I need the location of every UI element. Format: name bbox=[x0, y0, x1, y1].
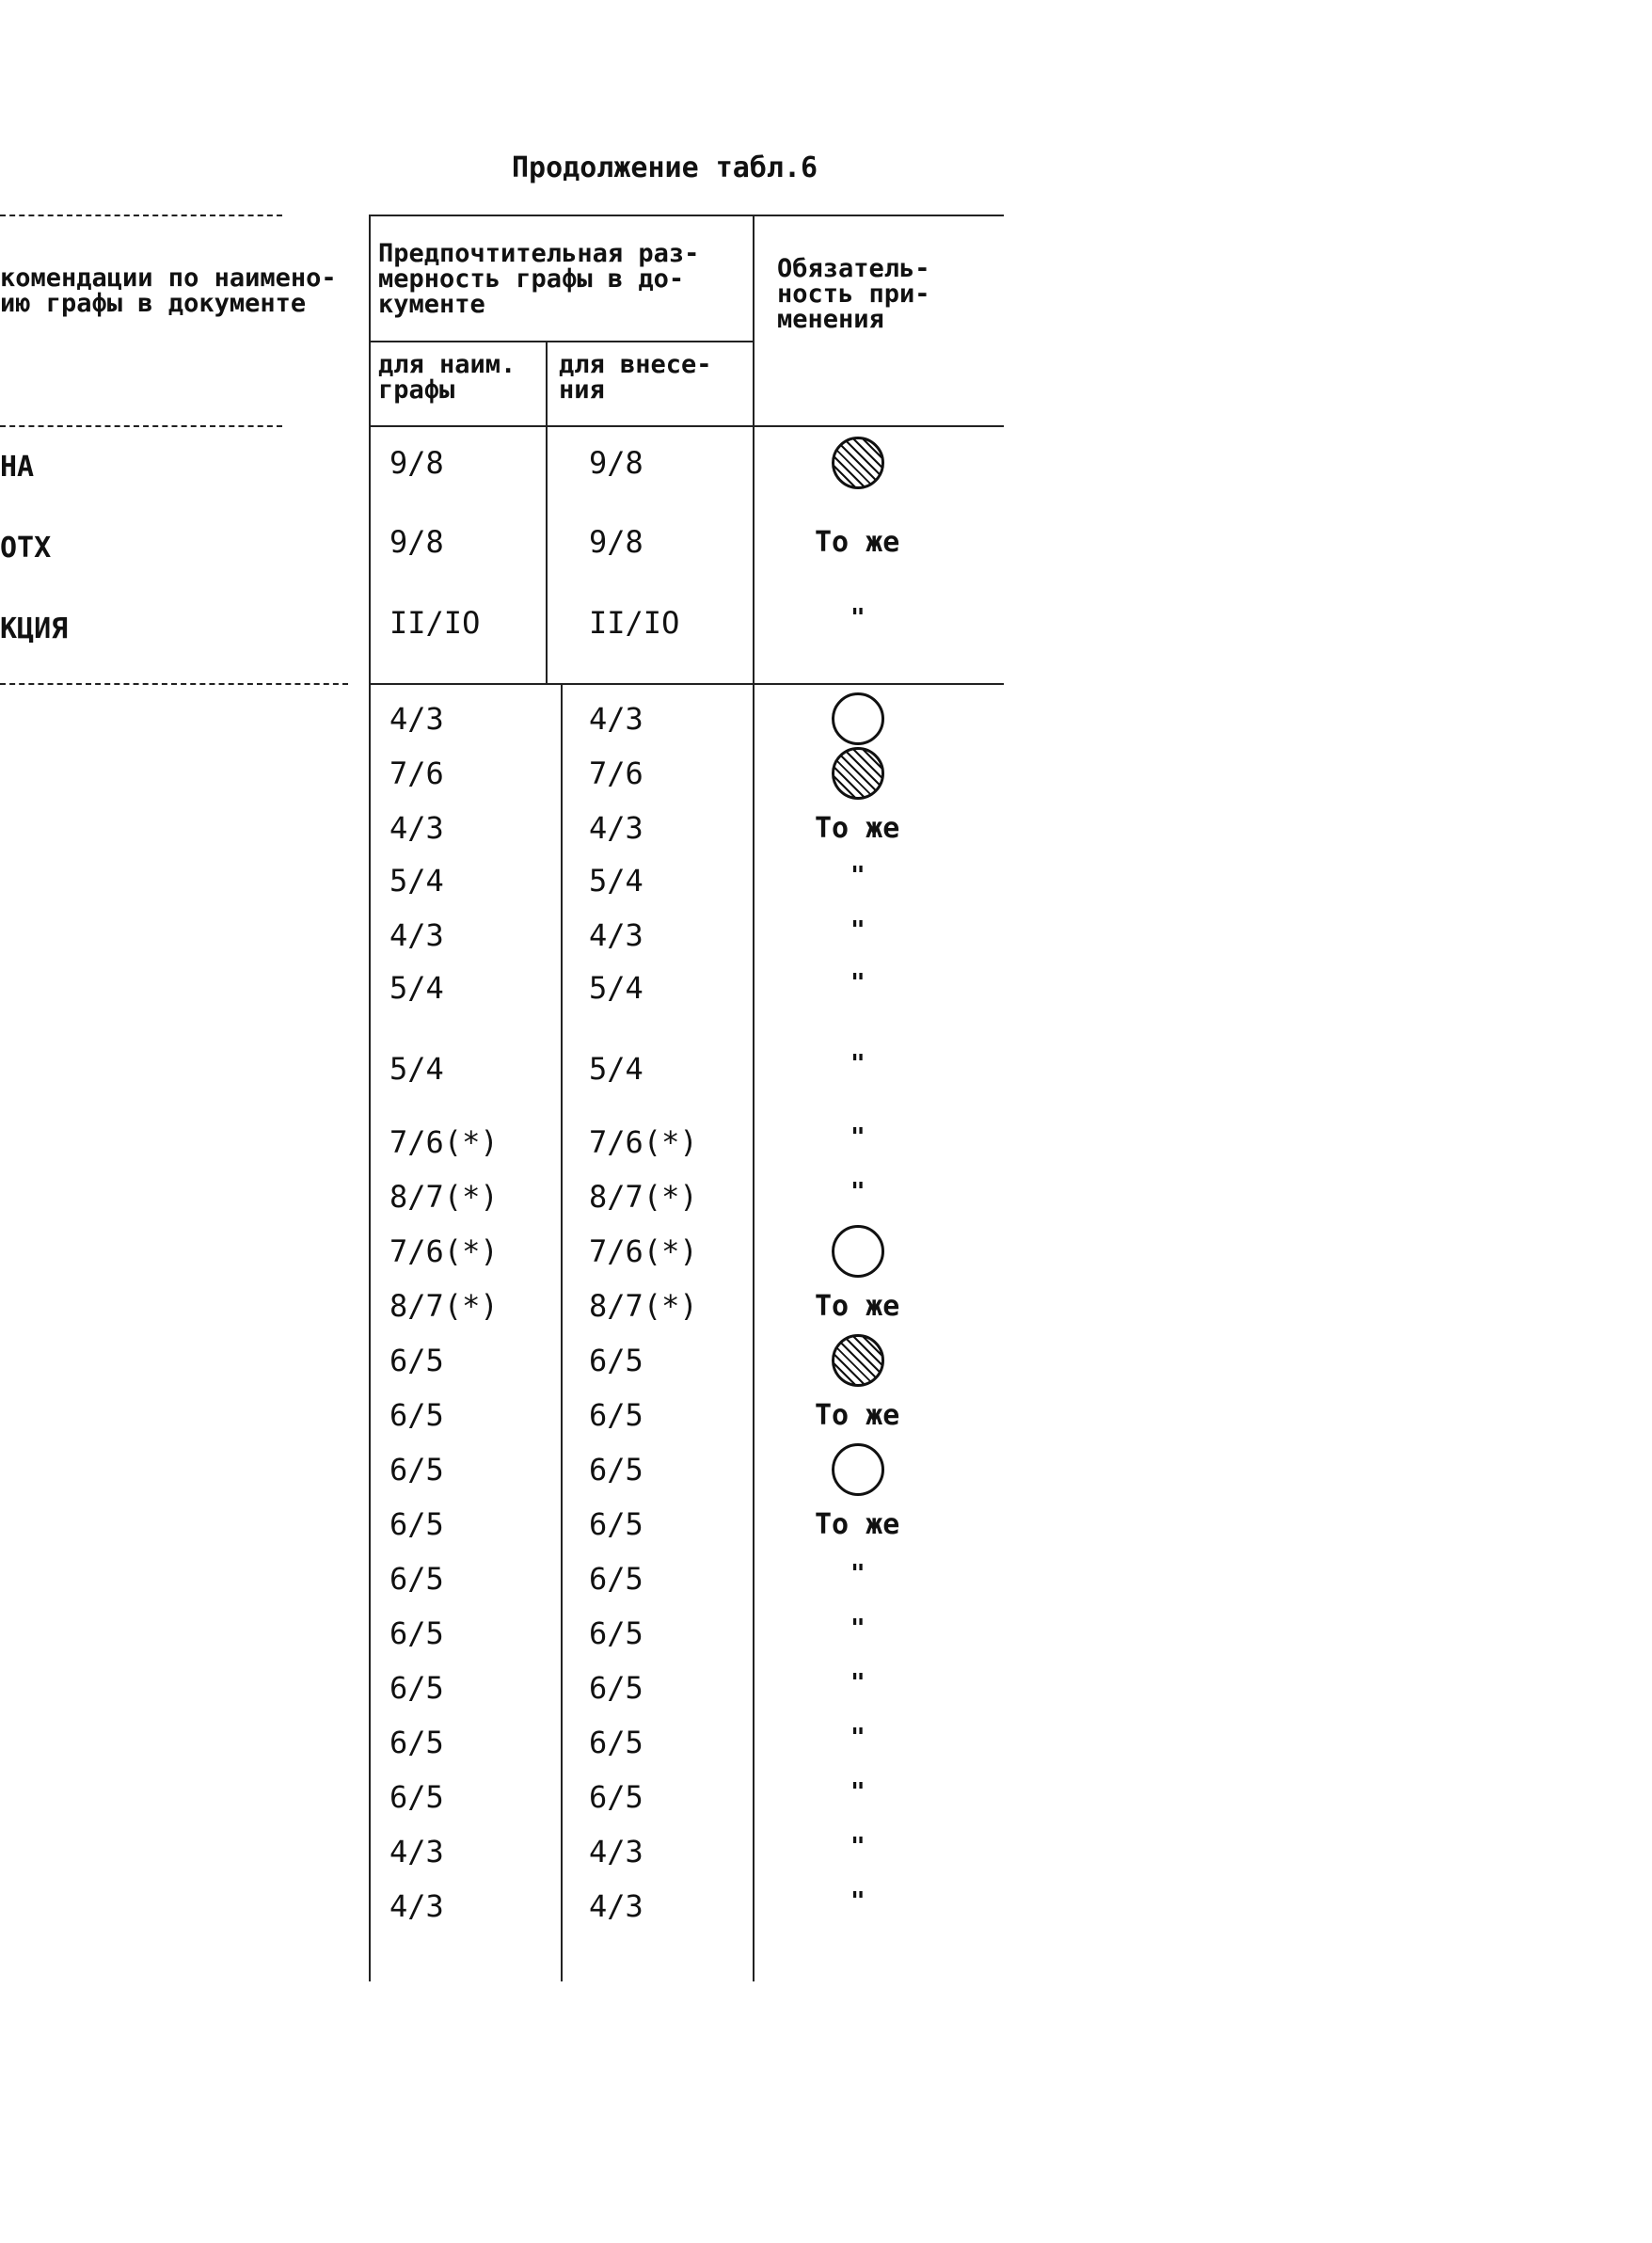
dimension-for-name-cell: 6/5 bbox=[389, 1779, 444, 1815]
ditto-mark: " bbox=[850, 1669, 866, 1697]
dimension-for-entry-cell: 6/5 bbox=[589, 1725, 643, 1760]
dimension-for-name-cell: 6/5 bbox=[389, 1615, 444, 1651]
dimension-for-entry-cell: 4/3 bbox=[589, 810, 643, 846]
ditto-mark: " bbox=[850, 862, 866, 890]
dimension-for-name-cell: 9/8 bbox=[389, 445, 444, 481]
ditto-mark: " bbox=[850, 1724, 866, 1752]
col2-split-rule-lower bbox=[561, 683, 563, 1981]
dimension-for-name-cell: 8/7(*) bbox=[389, 1288, 499, 1324]
header-bottom-dashed-line bbox=[0, 425, 282, 427]
dimension-for-name-cell: 6/5 bbox=[389, 1452, 444, 1487]
header-for-column-name: для наим. графы bbox=[378, 350, 516, 405]
dimension-for-entry-cell: 5/4 bbox=[589, 863, 643, 899]
header-recommendations: комендации по наимено- ию графы в документе bbox=[0, 263, 337, 318]
dimension-for-entry-cell: 6/5 bbox=[589, 1779, 643, 1815]
dimension-for-entry-cell: 6/5 bbox=[589, 1561, 643, 1597]
dimension-for-entry-cell: 4/3 bbox=[589, 917, 643, 953]
dimension-for-name-cell: 4/3 bbox=[389, 810, 444, 846]
same-as-above-text: То же bbox=[815, 812, 900, 845]
dimension-for-name-cell: II/IO bbox=[389, 605, 481, 641]
same-as-above-text: То же bbox=[815, 526, 900, 559]
dimension-for-name-cell: 6/5 bbox=[389, 1343, 444, 1378]
section-divider-dashed-line bbox=[0, 683, 348, 685]
dimension-for-entry-cell: 6/5 bbox=[589, 1397, 643, 1433]
dimension-for-name-cell: 4/3 bbox=[389, 701, 444, 737]
optional-empty-circle-icon bbox=[832, 692, 884, 745]
dimension-for-entry-cell: 6/5 bbox=[589, 1506, 643, 1542]
ditto-mark: " bbox=[850, 1123, 866, 1152]
header-top-dashed-line bbox=[0, 215, 282, 216]
dimension-for-entry-cell: 5/4 bbox=[589, 970, 643, 1006]
header-bottom-line bbox=[369, 425, 1004, 427]
dimension-for-name-cell: 5/4 bbox=[389, 863, 444, 899]
dimension-for-entry-cell: 7/6(*) bbox=[589, 1124, 698, 1160]
dimension-for-entry-cell: 4/3 bbox=[589, 1834, 643, 1869]
ditto-mark: " bbox=[850, 1560, 866, 1588]
optional-empty-circle-icon bbox=[832, 1443, 884, 1496]
dimension-for-name-cell: 9/8 bbox=[389, 524, 444, 560]
same-as-above-text: То же bbox=[815, 1399, 900, 1432]
row-label-na: НА bbox=[0, 451, 35, 484]
header-for-entry: для внесе- ния bbox=[559, 350, 712, 405]
dimension-for-name-cell: 6/5 bbox=[389, 1725, 444, 1760]
section-divider-line bbox=[369, 683, 1004, 685]
ditto-mark: " bbox=[850, 1778, 866, 1806]
header-mandatory-use: Обязатель- ность при- менения bbox=[777, 254, 930, 334]
dimension-for-entry-cell: II/IO bbox=[589, 605, 680, 641]
ditto-mark: " bbox=[850, 1833, 866, 1861]
dimension-for-name-cell: 6/5 bbox=[389, 1670, 444, 1706]
dimension-for-entry-cell: 9/8 bbox=[589, 445, 643, 481]
dimension-for-entry-cell: 6/5 bbox=[589, 1615, 643, 1651]
ditto-mark: " bbox=[850, 1178, 866, 1206]
ditto-mark: " bbox=[850, 1050, 866, 1078]
col2-split-rule-upper bbox=[546, 341, 548, 685]
ditto-mark: " bbox=[850, 969, 866, 997]
dimension-for-name-cell: 6/5 bbox=[389, 1561, 444, 1597]
dimension-for-name-cell: 7/6(*) bbox=[389, 1124, 499, 1160]
mandatory-hatched-circle-icon bbox=[832, 1334, 884, 1387]
mandatory-hatched-circle-icon bbox=[832, 437, 884, 489]
dimension-for-entry-cell: 8/7(*) bbox=[589, 1179, 698, 1215]
dimension-for-entry-cell: 4/3 bbox=[589, 701, 643, 737]
ditto-mark: " bbox=[850, 1615, 866, 1643]
table-continuation-title: Продолжение табл.6 bbox=[512, 151, 818, 184]
dimension-for-name-cell: 7/6 bbox=[389, 756, 444, 791]
dimension-for-entry-cell: 6/5 bbox=[589, 1452, 643, 1487]
same-as-above-text: То же bbox=[815, 1290, 900, 1323]
dimension-for-entry-cell: 7/6(*) bbox=[589, 1233, 698, 1269]
same-as-above-text: То же bbox=[815, 1508, 900, 1541]
header-top-line bbox=[369, 215, 1004, 216]
ditto-mark: " bbox=[850, 604, 866, 632]
dimension-for-entry-cell: 6/5 bbox=[589, 1343, 643, 1378]
header-preferred-dimension: Предпочтительная раз- мерность графы в до- кументе bbox=[378, 239, 700, 319]
dimension-for-entry-cell: 5/4 bbox=[589, 1051, 643, 1087]
dimension-for-entry-cell: 4/3 bbox=[589, 1888, 643, 1924]
col3-left-rule bbox=[753, 215, 755, 1981]
dimension-for-name-cell: 6/5 bbox=[389, 1397, 444, 1433]
dimension-for-entry-cell: 7/6 bbox=[589, 756, 643, 791]
dimension-for-name-cell: 4/3 bbox=[389, 1888, 444, 1924]
dimension-for-name-cell: 5/4 bbox=[389, 1051, 444, 1087]
row-label-kciya: КЦИЯ bbox=[0, 612, 69, 645]
ditto-mark: " bbox=[850, 1887, 866, 1916]
dimension-for-name-cell: 8/7(*) bbox=[389, 1179, 499, 1215]
header-group-divider-line bbox=[369, 341, 755, 342]
mandatory-hatched-circle-icon bbox=[832, 747, 884, 800]
optional-empty-circle-icon bbox=[832, 1225, 884, 1278]
dimension-for-name-cell: 7/6(*) bbox=[389, 1233, 499, 1269]
dimension-for-name-cell: 4/3 bbox=[389, 1834, 444, 1869]
col2-left-rule bbox=[369, 215, 371, 1981]
dimension-for-entry-cell: 6/5 bbox=[589, 1670, 643, 1706]
ditto-mark: " bbox=[850, 916, 866, 945]
row-label-otx: ОТХ bbox=[0, 532, 52, 565]
dimension-for-name-cell: 4/3 bbox=[389, 917, 444, 953]
dimension-for-name-cell: 6/5 bbox=[389, 1506, 444, 1542]
dimension-for-entry-cell: 9/8 bbox=[589, 524, 643, 560]
dimension-for-name-cell: 5/4 bbox=[389, 970, 444, 1006]
dimension-for-entry-cell: 8/7(*) bbox=[589, 1288, 698, 1324]
